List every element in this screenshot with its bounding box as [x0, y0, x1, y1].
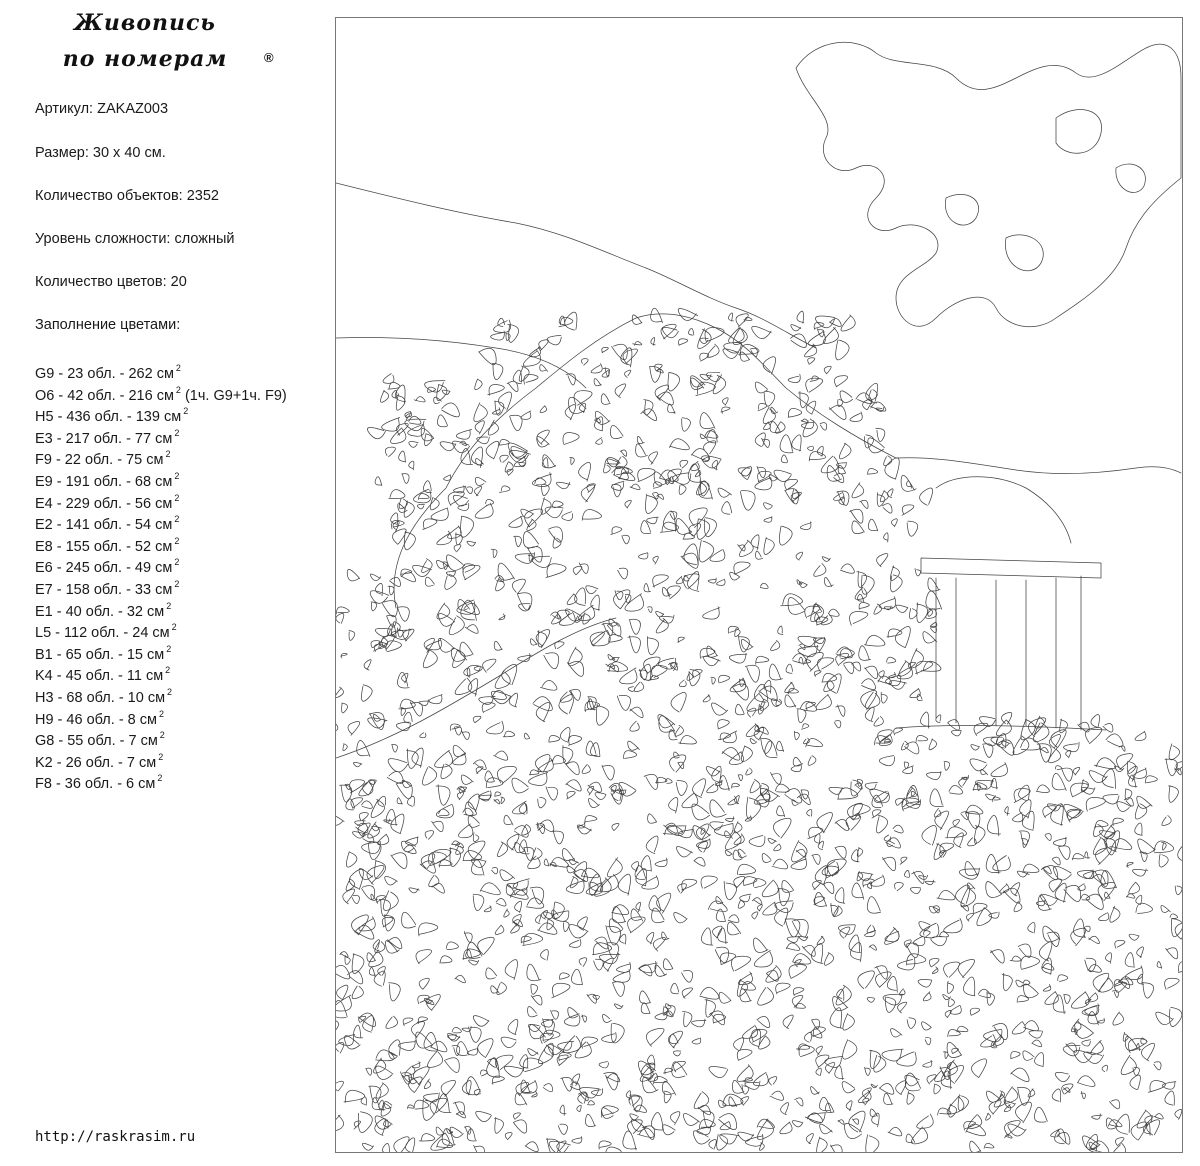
fill-item-text: B1 - 65 обл. - 15 см [35, 646, 165, 663]
fill-item [35, 660, 287, 685]
fill-item-text: E6 - 245 обл. - 49 см [35, 560, 173, 577]
fill-item-text: H3 - 68 обл. - 10 см [35, 689, 166, 706]
cloud-inner-3 [1005, 235, 1043, 271]
area-unit-superscript: 2 [171, 622, 177, 633]
fill-item [35, 574, 287, 596]
cloud-contour [796, 42, 1181, 326]
fill-item [35, 358, 287, 380]
website-link[interactable]: http://raskrasim.ru [35, 1129, 196, 1145]
fill-item [35, 401, 287, 426]
area-unit-superscript: 2 [166, 643, 172, 654]
objects-count: Количество объектов: 2352 [35, 188, 219, 204]
area-unit-superscript: 2 [158, 708, 164, 719]
cloud-inner-4 [1116, 164, 1146, 192]
fill-item-text: E9 - 191 обл. - 68 см [35, 473, 173, 490]
fill-item [35, 552, 287, 577]
area-unit-superscript: 2 [167, 686, 173, 697]
fill-item-text: K2 - 26 обл. - 7 см [35, 754, 157, 771]
area-unit-superscript: 2 [183, 406, 189, 417]
info-sidebar [0, 0, 330, 1166]
fill-item [35, 531, 287, 553]
fill-item-text: E8 - 155 обл. - 52 см [35, 538, 173, 555]
fill-item [35, 639, 287, 661]
fill-item [35, 596, 287, 618]
rotunda-cornice [921, 558, 1101, 578]
fill-item-text: E7 - 158 обл. - 33 см [35, 581, 173, 598]
fill-item-text: E1 - 40 обл. - 32 см [35, 603, 165, 620]
area-unit-superscript: 2 [165, 449, 171, 460]
rotunda-columns [936, 576, 1081, 730]
area-unit-superscript: 2 [174, 557, 180, 568]
area-unit-superscript: 2 [165, 665, 171, 676]
area-unit-superscript: 2 [174, 470, 180, 481]
area-unit-superscript: 2 [174, 535, 180, 546]
fill-item [35, 488, 287, 510]
fill-item [35, 466, 287, 488]
area-unit-superscript: 2 [158, 751, 164, 762]
fill-item [35, 509, 287, 534]
article-number: Артикул: ZAKAZ003 [35, 101, 169, 117]
area-unit-superscript: 2 [166, 600, 172, 611]
color-fill-list [35, 358, 287, 793]
fill-item-text: E3 - 217 обл. - 77 см [35, 430, 173, 447]
sky-horizon-line [336, 183, 816, 348]
cloud-inner-1 [1056, 110, 1102, 154]
fill-item-text: H9 - 46 обл. - 8 см [35, 711, 157, 728]
cloud-inner-2 [945, 194, 978, 225]
area-unit-superscript: 2 [174, 427, 180, 438]
fill-item-text: E2 - 141 обл. - 54 см [35, 517, 173, 534]
area-unit-superscript: 2 [157, 773, 163, 784]
colors-count: Количество цветов: 20 [35, 274, 187, 290]
logo-title-line2: по номерам [62, 46, 228, 72]
fill-item-text: O6 - 42 обл. - 216 см [35, 387, 174, 404]
fill-item-text: G9 - 23 обл. - 262 см [35, 366, 174, 382]
hill-slope-left [336, 618, 616, 758]
fill-item-note: (1ч. G9+1ч. F9) [180, 387, 287, 404]
fill-item-text: H5 - 436 обл. - 139 см [35, 409, 182, 426]
size-info: Размер: 30 x 40 см. [35, 145, 166, 161]
area-unit-superscript: 2 [175, 363, 181, 373]
fill-item [35, 617, 287, 642]
fill-item-text: G8 - 55 обл. - 7 см [35, 733, 158, 750]
difficulty-level: Уровень сложности: сложный [35, 231, 235, 247]
fill-heading: Заполнение цветами: [35, 317, 181, 333]
area-unit-superscript: 2 [175, 384, 181, 395]
coloring-canvas [335, 17, 1183, 1153]
far-hill-line [336, 337, 586, 388]
fill-item [35, 682, 287, 704]
fill-item [35, 444, 287, 469]
region-contours [336, 308, 1182, 1152]
fill-item-text: E4 - 229 обл. - 56 см [35, 495, 173, 512]
area-unit-superscript: 2 [174, 492, 180, 503]
rotunda-dome [936, 477, 1071, 543]
area-unit-superscript: 2 [159, 730, 165, 741]
fill-item [35, 747, 287, 769]
area-unit-superscript: 2 [174, 578, 180, 589]
fill-item [35, 704, 287, 726]
fill-item-text: F9 - 22 обл. - 75 см [35, 452, 164, 469]
line-art-drawing [336, 18, 1182, 1152]
fill-item [35, 380, 287, 402]
paint-region-texture [336, 308, 1182, 1152]
logo-title-line1: Живопись [74, 10, 216, 36]
fill-item [35, 423, 287, 445]
area-unit-superscript: 2 [174, 514, 180, 525]
fill-item-text: F8 - 36 обл. - 6 см [35, 776, 156, 793]
fill-item-text: L5 - 112 обл. - 24 см [35, 625, 170, 642]
far-hill-right [896, 458, 1181, 474]
fill-item [35, 768, 287, 793]
registered-mark: ® [264, 50, 274, 65]
fill-item [35, 725, 287, 750]
fill-item-text: K4 - 45 обл. - 11 см [35, 668, 164, 685]
